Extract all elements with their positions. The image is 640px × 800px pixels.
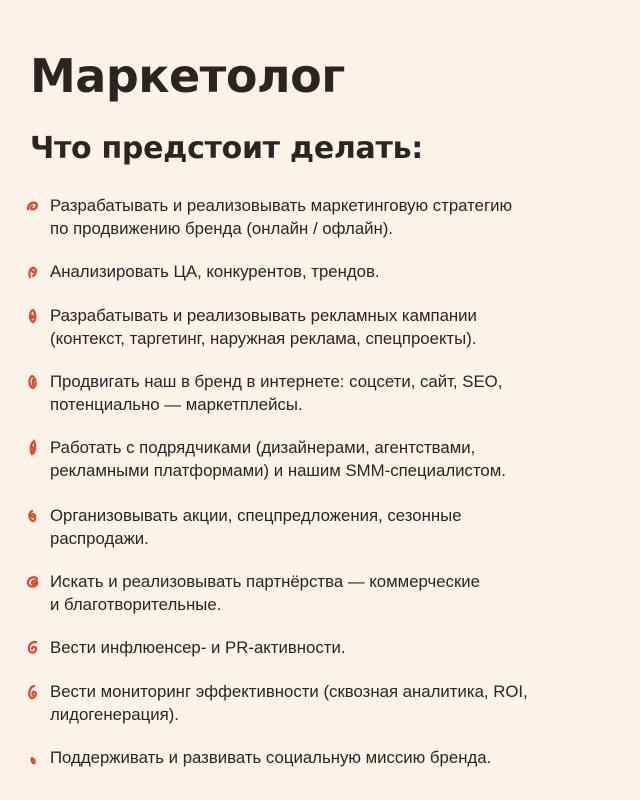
list-item [24, 194, 604, 240]
list-item [24, 636, 604, 659]
section-subtitle: Что предстоит делать: [30, 131, 423, 166]
red-scribble-icon [24, 373, 42, 391]
red-scribble-icon [24, 749, 42, 767]
list-item [24, 680, 604, 726]
list-item [24, 570, 604, 616]
list-item-text: Поддерживать и развивать социальную миссию бренда. [50, 748, 492, 767]
list-item [24, 746, 604, 769]
red-scribble-icon [24, 573, 42, 591]
red-scribble-icon [24, 197, 42, 215]
red-scribble-icon [24, 639, 42, 657]
list-item [24, 436, 604, 482]
page-title: Маркетолог [30, 49, 345, 103]
red-scribble-icon [24, 263, 42, 281]
red-scribble-icon [24, 307, 42, 325]
red-scribble-icon [24, 439, 42, 457]
list-item-text: Организовывать акции, спецпредложения, сезонные распродажи. [50, 506, 462, 548]
list-item [24, 504, 604, 550]
list-item [24, 304, 604, 350]
list-item [24, 260, 604, 283]
list-item-text: Анализировать ЦА, конкурентов, трендов. [50, 262, 380, 281]
list-item-text: Разрабатывать и реализовывать рекламных кампании (контекст, таргетинг, наружная реклама, спецпроекты). [50, 306, 477, 348]
red-scribble-icon [24, 507, 42, 525]
list-item-text: Искать и реализовывать партнёрства — коммерческие и благотворительные. [50, 572, 481, 614]
list-item [24, 370, 604, 416]
list-item-text: Вести инфлюенсер- и PR-активности. [50, 638, 346, 657]
list-item-text: Работать с подрядчиками (дизайнерами, агентствами, рекламными платформами) и нашим SMM-специалистом. [50, 438, 506, 480]
list-item-text: Разрабатывать и реализовывать маркетинговую стратегию по продвижению бренда (онлайн / офлайн). [50, 196, 513, 238]
list-item-text: Продвигать наш в бренд в интернете: соцсети, сайт, SEO, потенциально — маркетплейсы. [50, 372, 503, 414]
red-scribble-icon [24, 683, 42, 701]
list-item-text: Вести мониторинг эффективности (сквозная аналитика, ROI, лидогенерация). [50, 682, 528, 724]
